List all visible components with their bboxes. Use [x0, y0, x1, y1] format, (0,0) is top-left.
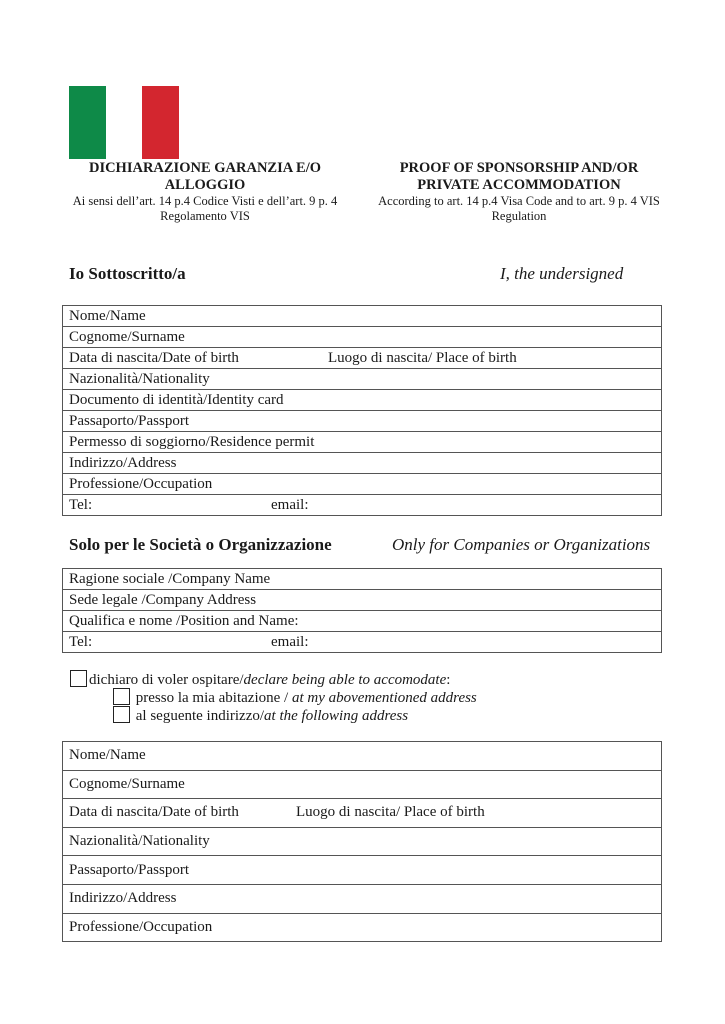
guest-field-name[interactable]	[63, 742, 662, 771]
header-english	[374, 160, 664, 224]
guest-field-name-label: Nome/Name	[69, 747, 146, 764]
declaration-en: declare being able to accomodate	[243, 672, 447, 688]
guest-field-dob-label: Data di nascita/Date of birth	[69, 804, 239, 821]
option-my-address-checkbox[interactable]	[113, 688, 130, 705]
field-tel-label: Tel:	[69, 496, 93, 513]
flag-white-stripe	[106, 86, 143, 159]
header-en-title: PROOF OF SPONSORSHIP AND/OR PRIVATE ACCOMMODATION	[399, 160, 639, 193]
field-company-email-label: email:	[271, 633, 309, 650]
guest-field-passport[interactable]	[63, 856, 662, 885]
option-my-address	[113, 688, 477, 707]
italian-flag	[69, 86, 179, 159]
flag-red-stripe	[142, 86, 179, 159]
field-name[interactable]	[63, 306, 662, 327]
field-company-name-label: Ragione sociale /Company Name	[69, 570, 271, 587]
guest-field-nationality[interactable]	[63, 827, 662, 856]
field-tel-email[interactable]	[63, 495, 662, 516]
declaration-checkbox[interactable]	[70, 670, 87, 687]
guest-field-surname-label: Cognome/Surname	[69, 775, 185, 792]
field-company-address[interactable]	[63, 590, 662, 611]
option-my-address-en: at my abovementioned address	[291, 690, 477, 706]
field-residence-permit[interactable]	[63, 432, 662, 453]
guest-field-pob-label: Luogo di nascita/ Place of birth	[296, 804, 485, 821]
field-surname[interactable]	[63, 327, 662, 348]
declaration-it: dichiaro di voler ospitare/	[89, 672, 244, 688]
field-occupation-label: Professione/Occupation	[69, 475, 213, 492]
field-id-card-label: Documento di identità/Identity card	[69, 391, 284, 408]
header-it-title: DICHIARAZIONE GARANZIA E/O ALLOGGIO	[88, 160, 322, 193]
header-en-subtitle: According to art. 14 p.4 Visa Code and to art. 9 p. 4 VIS Regulation	[378, 194, 660, 223]
option-my-address-it: presso la mia abitazione /	[135, 690, 292, 706]
declaration-colon: :	[446, 672, 451, 688]
guest-field-passport-label: Passaporto/Passport	[69, 861, 189, 878]
header-it-subtitle: Ai sensi dell’art. 14 p.4 Codice Visti e dell’art. 9 p. 4 Regolamento VIS	[72, 194, 338, 223]
option-following-address-en: at the following address	[264, 708, 409, 724]
flag-green-stripe	[69, 86, 106, 159]
field-nationality[interactable]	[63, 369, 662, 390]
applicant-table	[62, 305, 662, 516]
field-pob-label: Luogo di nascita/ Place of birth	[328, 349, 517, 366]
field-passport-label: Passaporto/Passport	[69, 412, 189, 429]
guest-field-address[interactable]	[63, 884, 662, 913]
option-following-address-it: al seguente indirizzo/	[135, 708, 265, 724]
option-following-address-checkbox[interactable]	[113, 706, 130, 723]
field-passport[interactable]	[63, 411, 662, 432]
section1-label-en: I, the undersigned	[500, 264, 624, 283]
field-surname-label: Cognome/Surname	[69, 328, 185, 345]
guest-field-address-label: Indirizzo/Address	[69, 890, 177, 907]
field-id-card[interactable]	[63, 390, 662, 411]
section2-label-it: Solo per le Società o Organizzazione	[69, 535, 332, 554]
field-residence-permit-label: Permesso di soggiorno/Residence permit	[69, 433, 315, 450]
field-address[interactable]	[63, 453, 662, 474]
field-dob-pob[interactable]	[63, 348, 662, 369]
field-company-name[interactable]	[63, 569, 662, 590]
field-position-label: Qualifica e nome /Position and Name:	[69, 612, 299, 629]
guest-field-surname[interactable]	[63, 770, 662, 799]
guest-field-nationality-label: Nazionalità/Nationality	[69, 833, 210, 850]
header-italian	[60, 160, 350, 224]
guest-field-dob-pob[interactable]	[63, 799, 662, 828]
field-occupation[interactable]	[63, 474, 662, 495]
company-table	[62, 568, 662, 653]
field-nationality-label: Nazionalità/Nationality	[69, 370, 210, 387]
section2-label-en: Only for Companies or Organizations	[392, 535, 651, 554]
field-dob-label: Data di nascita/Date of birth	[69, 349, 239, 366]
section1-label-it: Io Sottoscritto/a	[69, 264, 186, 283]
field-company-address-label: Sede legale /Company Address	[69, 591, 257, 608]
option-following-address	[113, 706, 408, 725]
field-company-tel-email[interactable]	[63, 632, 662, 653]
field-email-label: email:	[271, 496, 309, 513]
guest-table	[62, 741, 662, 942]
field-name-label: Nome/Name	[69, 307, 146, 324]
field-position[interactable]	[63, 611, 662, 632]
declaration-line	[70, 670, 450, 689]
field-company-tel-label: Tel:	[69, 633, 93, 650]
guest-field-occupation[interactable]	[63, 913, 662, 942]
field-address-label: Indirizzo/Address	[69, 454, 177, 471]
guest-field-occupation-label: Professione/Occupation	[69, 918, 213, 935]
